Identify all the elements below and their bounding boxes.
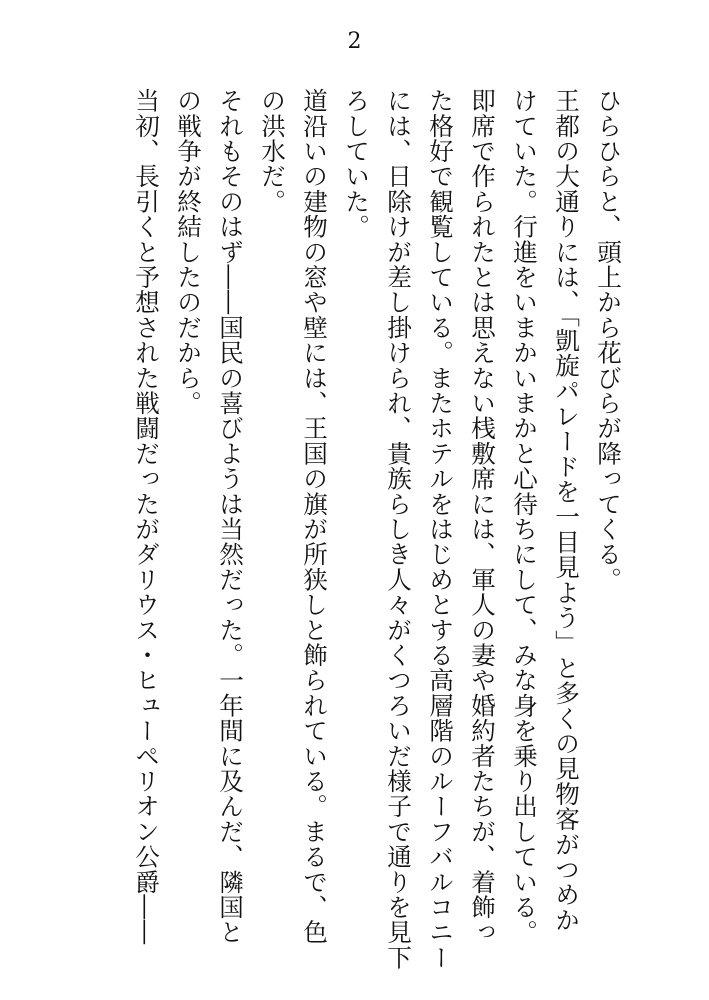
text-line: には、日除けが差し掛けられ、貴族らしき人々がくつろいだ様子で通りを見下 — [384, 88, 413, 970]
text-line: けていた。行進をいまかいまかと心待ちにして、みな身を乗り出している。 — [510, 88, 539, 945]
text-line: 即席で作られたとは思えない桟敷席には、軍人の妻や婚約者たちが、着飾っ — [468, 88, 497, 945]
text-line: ひらひらと、頭上から花びらが降ってくる。 — [594, 88, 623, 592]
text-line: の戦争が終結したのだから。 — [174, 88, 203, 416]
page-number: 2 — [347, 29, 362, 54]
text-line: 王都の大通りには、「凱旋パレードを一目見よう」と多くの見物客がつめか — [552, 88, 581, 933]
text-line: 道沿いの建物の窓や壁には、王国の旗が所狭しと飾られている。まるで、色 — [300, 88, 329, 945]
text-line: ろしていた。 — [342, 88, 371, 240]
text-line: それもそのはず――国民の喜びようは当然だった。一年間に及んだ、隣国と — [216, 88, 245, 945]
text-line: の洪水だ。 — [258, 88, 287, 214]
text-line: た格好で観覧している。またホテルをはじめとする高層階のルーフバルコニー — [426, 88, 455, 970]
text-line: 当初、長引くと予想された戦闘だったがダリウス・ヒューペリオン公爵―― — [132, 88, 161, 945]
body-text — [125, 88, 629, 968]
